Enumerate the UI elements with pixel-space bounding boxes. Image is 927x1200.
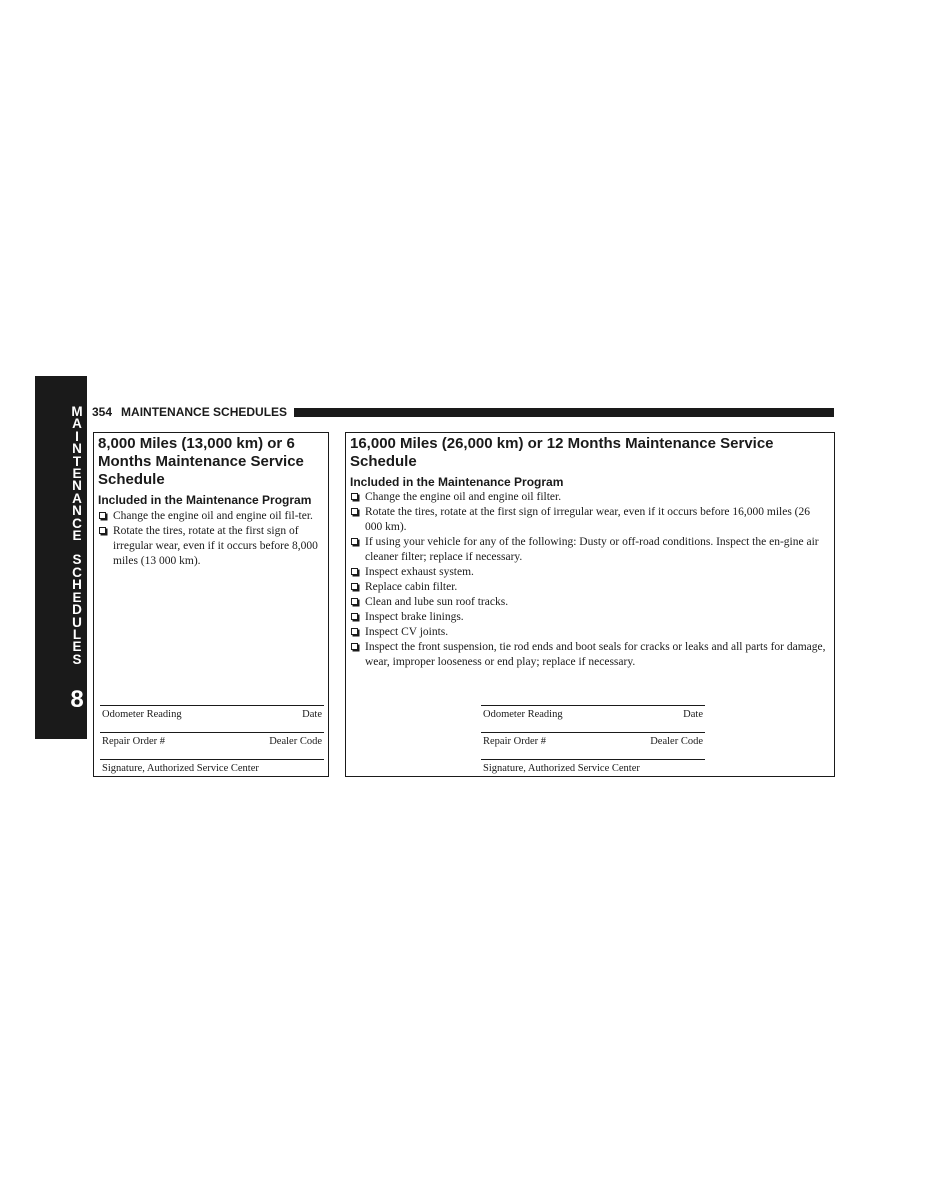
page-number: 354 (92, 405, 113, 419)
checklist-item (350, 565, 828, 580)
checkbox-icon[interactable] (99, 512, 106, 519)
tab-letter: E (72, 528, 82, 544)
checklist-item-text: If using your vehicle for any of the following: Dusty or off-road conditions. Inspect the en-gine air cleaner filter; replace if necessary. (365, 536, 819, 563)
tab-letter: A (72, 416, 82, 432)
checklist-item (350, 580, 828, 595)
tab-letter: N (72, 441, 82, 457)
checklist-item (350, 595, 828, 610)
tab-letter: M (71, 404, 83, 419)
checkbox-icon[interactable] (351, 613, 358, 620)
section-tab-number: 8 (70, 686, 84, 713)
checkbox-icon[interactable] (351, 643, 358, 650)
checkbox-icon[interactable] (351, 583, 358, 590)
checkbox-icon[interactable] (351, 628, 358, 635)
odometer-label: Odometer Reading (483, 709, 563, 720)
checklist-item-text: Rotate the tires, rotate at the first sign of irregular wear, even if it occurs before 16,000 miles (26 000 km). (365, 506, 811, 533)
signature-label: Signature, Authorized Service Center (483, 763, 640, 774)
schedule-8000-title: 8,000 Miles (13,000 km) or 6 Months Maintenance Service Schedule (98, 435, 304, 488)
tab-letter: N (72, 478, 82, 494)
checklist-item-text: Clean and lube sun roof tracks. (365, 596, 509, 608)
date-label: Date (302, 709, 322, 720)
odometer-label: Odometer Reading (102, 709, 182, 720)
checklist-item-text: Inspect exhaust system. (365, 566, 474, 578)
checklist-item-text: Inspect brake linings. (365, 611, 464, 623)
checklist-item (350, 490, 828, 505)
tab-letter: S (72, 651, 82, 667)
checkbox-icon[interactable] (351, 508, 358, 515)
checklist-item (350, 640, 828, 670)
schedule-8000-box (93, 432, 329, 777)
checklist-item (98, 524, 320, 569)
tab-letter: C (72, 515, 82, 531)
checkbox-icon[interactable] (99, 527, 106, 534)
schedule-8000-signature-block (100, 705, 324, 786)
schedule-8000-subtitle: Included in the Maintenance Program (98, 493, 312, 507)
checklist-item (350, 535, 828, 565)
tab-letter: I (75, 428, 79, 444)
schedule-16000-signature-block (481, 705, 705, 786)
section-tab-label (68, 406, 86, 666)
repair-order-label: Repair Order # (483, 736, 546, 747)
signature-label: Signature, Authorized Service Center (102, 763, 259, 774)
dealer-code-label: Dealer Code (650, 736, 703, 747)
checklist-item (98, 509, 320, 524)
schedule-16000-checklist (350, 490, 828, 670)
tab-letter: A (72, 490, 82, 506)
header-rule (294, 408, 834, 417)
checklist-item (350, 505, 828, 535)
checklist-item (350, 610, 828, 625)
checklist-item-text: Inspect the front suspension, tie rod ends and boot seals for cracks or leaks and all parts for damage, wear, improper looseness or end play; replace if necessary. (365, 641, 826, 668)
tab-letter: E (72, 639, 82, 655)
checkbox-icon[interactable] (351, 538, 358, 545)
tab-letter: C (72, 564, 82, 580)
section-title: MAINTENANCE SCHEDULES (121, 405, 288, 419)
tab-letter: E (72, 589, 82, 605)
tab-letter: U (72, 614, 82, 630)
date-label: Date (683, 709, 703, 720)
tab-letter: D (72, 602, 82, 618)
schedule-16000-subtitle: Included in the Maintenance Program (350, 475, 564, 489)
tab-letter: E (72, 466, 82, 482)
schedule-16000-title: 16,000 Miles (26,000 km) or 12 Months Maintenance Service Schedule (350, 435, 774, 470)
repair-order-label: Repair Order # (102, 736, 165, 747)
checklist-item (350, 625, 828, 640)
checklist-item-text: Change the engine oil and engine oil fil-ter. (113, 510, 313, 522)
checklist-item-text: Inspect CV joints. (365, 626, 449, 638)
tab-letter: T (72, 453, 82, 469)
checklist-item-text: Change the engine oil and engine oil filter. (365, 491, 562, 503)
checkbox-icon[interactable] (351, 493, 358, 500)
checkbox-icon[interactable] (351, 598, 358, 605)
tab-letter: S (72, 552, 82, 568)
page-header (92, 405, 834, 419)
schedule-8000-checklist (98, 509, 320, 569)
dealer-code-label: Dealer Code (269, 736, 322, 747)
checklist-item-text: Rotate the tires, rotate at the first sign of irregular wear, even if it occurs before 8,000 miles (13 000 km). (113, 525, 318, 567)
checklist-item-text: Replace cabin filter. (365, 581, 458, 593)
tab-letter: N (72, 503, 82, 519)
checkbox-icon[interactable] (351, 568, 358, 575)
schedule-16000-box (345, 432, 835, 777)
tab-letter: H (72, 577, 82, 593)
tab-letter: L (72, 626, 82, 642)
